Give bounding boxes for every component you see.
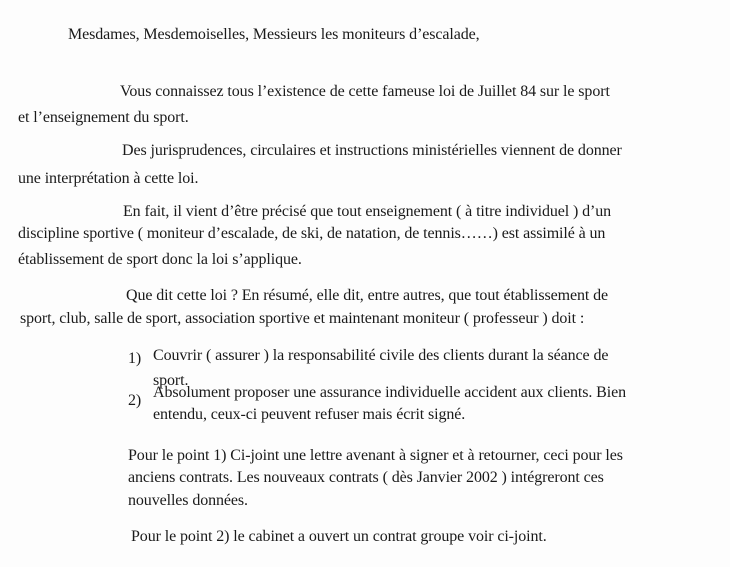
point-1-line-1: Pour le point 1) Ci-joint une lettre avenant à signer et à retourner, ceci pour les (128, 447, 623, 464)
paragraph-4-line-1: Que dit cette loi ? En résumé, elle dit, entre autres, que tout établissement de (126, 287, 609, 304)
list-item-1-number: 1) (128, 350, 142, 367)
paragraph-3-line-2: discipline sportive ( moniteur d’escalade, de ski, de natation, de tennis……) est assimilé à un (18, 225, 606, 242)
paragraph-3-line-1: En fait, il vient d’être précisé que tout enseignement ( à titre individuel ) d’un (123, 203, 612, 220)
list-item-2-line-1: Absolument proposer une assurance individuelle accident aux clients. Bien (153, 384, 627, 401)
point-2-line-1: Pour le point 2) le cabinet a ouvert un contrat groupe voir ci-joint. (131, 528, 547, 545)
paragraph-3-line-3: établissement de sport donc la loi s’applique. (18, 251, 302, 268)
list-item-1-line-2: sport. (153, 372, 189, 389)
list-item-2-line-2: entendu, ceux-ci peuvent refuser mais écrit signé. (153, 406, 466, 423)
point-1-line-2: anciens contrats. Les nouveaux contrats ( dès Janvier 2002 ) intégreront ces (128, 469, 604, 486)
list-item-1-line-1: Couvrir ( assurer ) la responsabilité civile des clients durant la séance de (153, 347, 609, 364)
paragraph-1-line-2: et l’enseignement du sport. (18, 109, 189, 126)
list-item-2-number: 2) (128, 392, 142, 409)
paragraph-2-line-1: Des jurisprudences, circulaires et instructions ministérielles viennent de donner (122, 142, 622, 159)
paragraph-2-line-2: une interprétation à cette loi. (18, 170, 199, 187)
point-1-line-3: nouvelles données. (128, 492, 248, 509)
paragraph-1-line-1: Vous connaissez tous l’existence de cette fameuse loi de Juillet 84 sur le sport (120, 83, 610, 100)
salutation: Mesdames, Mesdemoiselles, Messieurs les moniteurs d’escalade, (68, 26, 480, 43)
paragraph-4-line-2: sport, club, salle de sport, association sportive et maintenant moniteur ( professeur ) doit : (20, 310, 585, 327)
